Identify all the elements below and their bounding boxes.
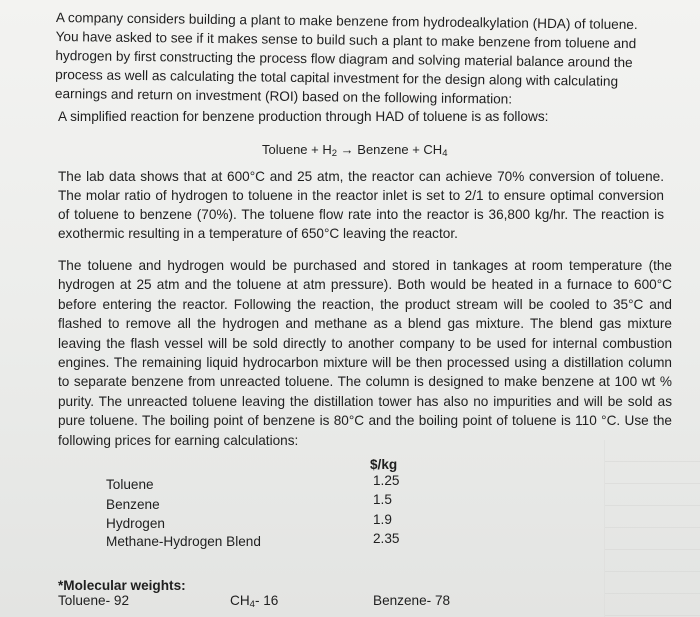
price-row-label: Hydrogen [106,516,165,531]
price-row-label: Toluene [106,477,154,492]
h2-subscript: 2 [331,148,338,159]
reaction-arrow: → [337,142,358,157]
methane-mw-subscript: 4 [249,599,255,610]
benzene-mw: Benzene- 78 [373,593,451,608]
ch4-subscript: 4 [442,148,448,159]
molecular-weights-title: *Molecular weights: [58,578,186,593]
methane-mw-value: - 16 [254,593,279,608]
intro-paragraph: A company considers building a plant to make benzene from hydrodealkylation (HDA) of toluene. You have asked to see if it makes sense to build such a plant to make benzene from toluene and hydrogen by first constructing the process flow diagram and solving material balance around the process as well as calculating the total capital investment for the design along with calculating earnings and return on investment (ROI) based on the following information: [54,9,638,107]
toluene-mw: Toluene- 92 [58,593,130,608]
price-row-value: 2.35 [373,531,400,546]
price-row-label: Methane-Hydrogen Blend [106,534,261,549]
methane-mw [230,593,278,610]
reaction-reactants: Toluene + H [262,142,332,157]
price-row-label: Benzene [106,497,160,512]
process-description-paragraph: The toluene and hydrogen would be purchased and stored in tankages at room temperature (the hydrogen at 25 atm and the toluene at atm pressure). Both would be heated in a furnace to 600°C before entering the reactor. Following the reaction, the product stream will be cooled to 35°C and flashed to remove all the hydrogen and methane as a blend gas mixture. The blend gas mixture leaving the flash vessel will be sold directly to another company to be used for internal combustion engines. The remaining liquid hydrocarbon mixture will be then processed using a distillation column to separate benzene from unreacted toluene. The column is designed to make benzene at 100 wt % purity. The unreacted toluene leaving the distillation tower has also no impurities and will be sold as pure toluene. The boiling point of benzene is 80°C and the boiling point of toluene is 110 °C. Use the following prices for earning calculations: [58,258,672,448]
lab-data-paragraph: The lab data shows that at 600°C and 25 atm, the reactor can achieve 70% conversion of toluene. The molar ratio of hydrogen to toluene in the reactor inlet is set to 2/1 to ensure optimal conversion of toluene to benzene (70%). The toluene flow rate into the reactor is 36,800 kg/hr. The reaction is exothermic resulting in a temperature of 650°C leaving the reactor. [58,169,664,241]
price-row-value: 1.9 [373,512,392,527]
price-row-value: 1.25 [373,473,400,488]
reaction-equation [262,140,562,163]
methane-mw-formula: CH [230,593,250,608]
price-row-value: 1.5 [373,492,392,507]
background-table-grid [604,440,700,617]
reaction-lead-text: A simplified reaction for benzene production through HAD of toluene is as follows: [58,109,549,124]
reaction-products: Benzene + CH [357,142,443,157]
price-table-header: $/kg [370,457,398,472]
